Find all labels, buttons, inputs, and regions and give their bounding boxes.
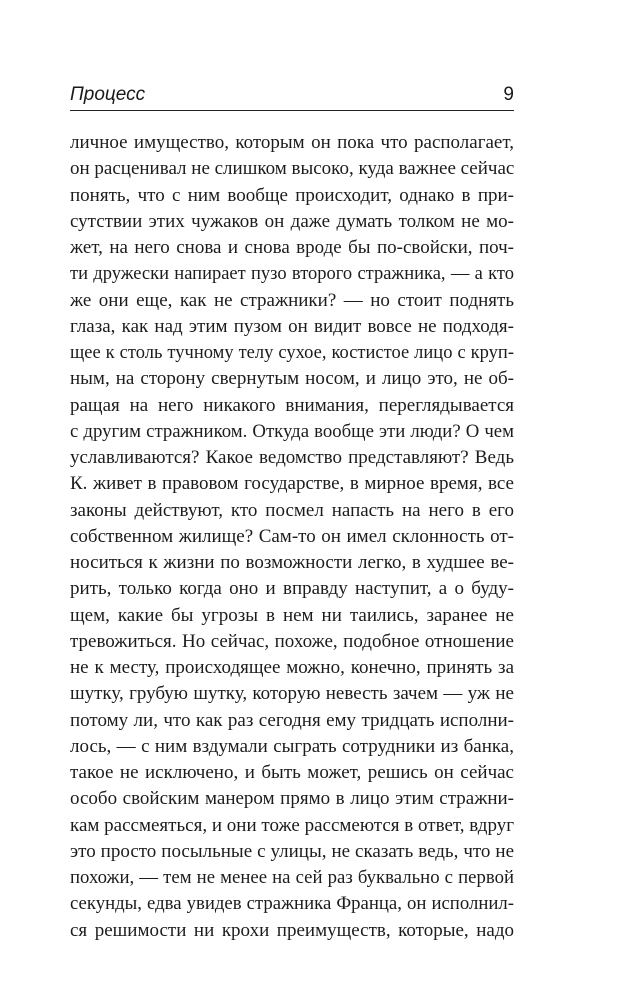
text-line: потому ли, что как раз сегодня ему тридцать исполни-: [70, 709, 514, 731]
text-line: К. живет в правовом государстве, в мирное время, все: [70, 473, 514, 495]
text-line: законы действуют, кто посмел напасть на него в его: [70, 499, 514, 521]
text-line: собственном жилище? Сам-то он имел склонность от-: [70, 525, 514, 547]
text-line: ти дружески напирает пузо второго стражника, — а кто: [70, 264, 514, 285]
text-line: секунды, едва увидев стражника Франца, он исполнил-: [70, 893, 514, 915]
text-line: кам рассмеяться, и они тоже рассмеются в ответ, вдруг: [70, 814, 514, 836]
text-line: понять, что с ним вообще происходит, однако в при-: [70, 184, 514, 206]
text-line: лось, — с ним вздумали сыграть сотрудники из банка,: [70, 735, 514, 757]
text-line: похожи, — тем не менее на сей раз буквально с первой: [70, 867, 514, 888]
text-line: ся решимости ни крохи преимуществ, которые, надо: [70, 919, 514, 941]
text-line: ращая на него никакого внимания, переглядывается: [70, 394, 514, 416]
text-line: носиться к жизни по возможности легко, в худшее ве-: [70, 552, 514, 573]
text-line: рить, только когда оно и вправду наступит, а о буду-: [70, 578, 514, 600]
text-line: щем, какие бы угрозы в нем ни таились, заранее не: [70, 604, 514, 626]
text-line: он расценивал не слишком высоко, куда важнее сейчас: [70, 158, 514, 180]
text-line: это просто посыльные с улицы, не сказать ведь, что не: [70, 840, 514, 862]
running-title: Процесс: [70, 84, 146, 105]
text-line: щее к столь тучному телу сухое, костистое лицо с круп-: [70, 343, 514, 363]
header-rule: [70, 110, 514, 111]
text-line: особо свойским манером прямо в лицо этим стражни-: [70, 788, 514, 810]
text-line: уславливаются? Какое ведомство представляют? Ведь: [70, 447, 514, 468]
text-line: тревожиться. Но сейчас, похоже, подобное отношение: [70, 630, 514, 652]
text-line: шутку, грубую шутку, которую невесть зачем — уж не: [70, 683, 514, 705]
text-line: ным, на сторону свернутым носом, и лицо это, не об-: [70, 368, 514, 390]
page-number: 9: [503, 84, 514, 105]
text-line: с другим стражником. Откуда вообще эти люди? О чем: [70, 420, 514, 442]
text-line: не к месту, происходящее можно, конечно, принять за: [70, 657, 514, 678]
text-line: сутствии этих чужаков он даже думать толком не мо-: [70, 210, 514, 232]
text-line: личное имущество, которым он пока что располагает,: [70, 132, 514, 153]
text-line: же они еще, как не стражники? — но стоит поднять: [70, 289, 514, 311]
text-line: глаза, как над этим пузом он видит вовсе не подходя-: [70, 315, 514, 337]
body-text: [70, 130, 514, 944]
running-head: [70, 84, 514, 110]
text-line: жет, на него снова и снова вроде бы по-свойски, поч-: [70, 237, 514, 258]
text-line: такое не исключено, и быть может, решись он сейчас: [70, 762, 514, 783]
